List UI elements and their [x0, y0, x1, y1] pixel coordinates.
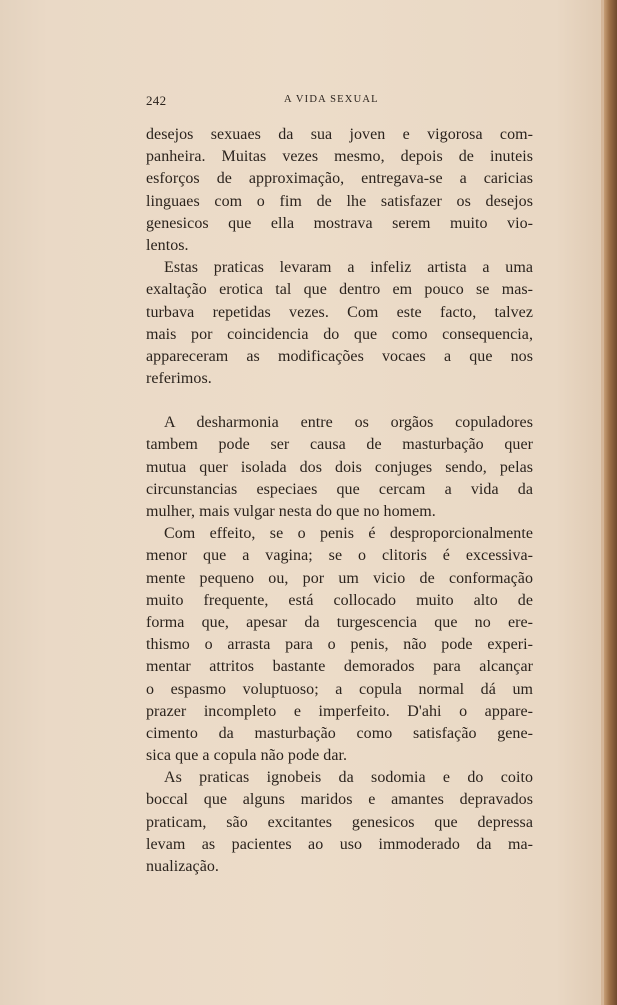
running-title: A VIDA SEXUAL: [284, 94, 379, 105]
page-number: 242: [146, 93, 167, 108]
text-line: appareceram as modificações vocaes a que nos: [146, 347, 533, 365]
text-line: forma que, apesar da turgescencia que no ere-: [146, 613, 533, 631]
text-line: Com effeito, se o penis é desproporcionalmente: [164, 525, 533, 543]
text-line: levam as pacientes ao uso immoderado da ma-: [146, 835, 533, 853]
paragraph: [146, 523, 533, 767]
text-line: o espasmo voluptuoso; a copula normal dá um: [146, 680, 533, 698]
text-line: mais por coincidencia do que como consequencia,: [146, 325, 533, 343]
text-line: mutua quer isolada dos dois conjuges sendo, pelas: [146, 458, 533, 476]
paragraph: [146, 412, 533, 523]
text-line: exaltação erotica tal que dentro em pouco se mas-: [146, 281, 533, 299]
text-line: prazer incompleto e imperfeito. D'ahi o appare-: [146, 702, 533, 720]
text-line: panheira. Muitas vezes mesmo, depois de inuteis: [146, 148, 533, 166]
text-line: menor que a vagina; se o clitoris é excessiva-: [146, 547, 533, 565]
text-line: desejos sexuaes da sua joven e vigorosa com-: [146, 126, 533, 143]
text-line: genesicos que ella mostrava serem muito vio-: [146, 214, 533, 232]
text-line: mentar attritos bastante demorados para alcançar: [146, 658, 533, 676]
text-line: mente pequeno ou, por um vicio de conformação: [146, 569, 533, 587]
text-line: linguaes com o fim de lhe satisfazer os desejos: [146, 192, 533, 210]
text-line: A desharmonia entre os orgãos copuladores: [164, 414, 533, 432]
paragraph: [146, 767, 533, 878]
text-line: nualização.: [146, 858, 219, 875]
text-line: muito frequente, está collocado muito alto de: [146, 591, 533, 609]
text-line: thismo o arrasta para o penis, não pode experi-: [146, 636, 533, 654]
page-header: [146, 93, 532, 113]
text-line: referimos.: [146, 370, 212, 388]
text-line: esforços de approximação, entregava-se a caricias: [146, 170, 533, 188]
paragraph: [146, 124, 533, 257]
text-line: boccal que alguns maridos e amantes depravados: [146, 791, 533, 809]
book-spine: [604, 0, 617, 1005]
text-line: turbava repetidas vezes. Com este facto, talvez: [146, 303, 533, 321]
text-line: lentos.: [146, 236, 189, 254]
text-line: As praticas ignobeis da sodomia e do coito: [164, 769, 533, 787]
text-line: Estas praticas levaram a infeliz artista a uma: [164, 259, 533, 277]
text-line: cimento da masturbação como satisfação gene-: [146, 724, 533, 742]
text-line: circunstancias especiaes que cercam a vida da: [146, 480, 533, 498]
body-text: [146, 124, 533, 878]
text-line: praticam, são excitantes genesicos que depressa: [146, 813, 533, 831]
text-line: mulher, mais vulgar nesta do que no homem.: [146, 503, 436, 520]
text-line: tambem pode ser causa de masturbação quer: [146, 436, 533, 454]
paragraph: [146, 257, 533, 390]
text-line: sica que a copula não pode dar.: [146, 747, 348, 765]
